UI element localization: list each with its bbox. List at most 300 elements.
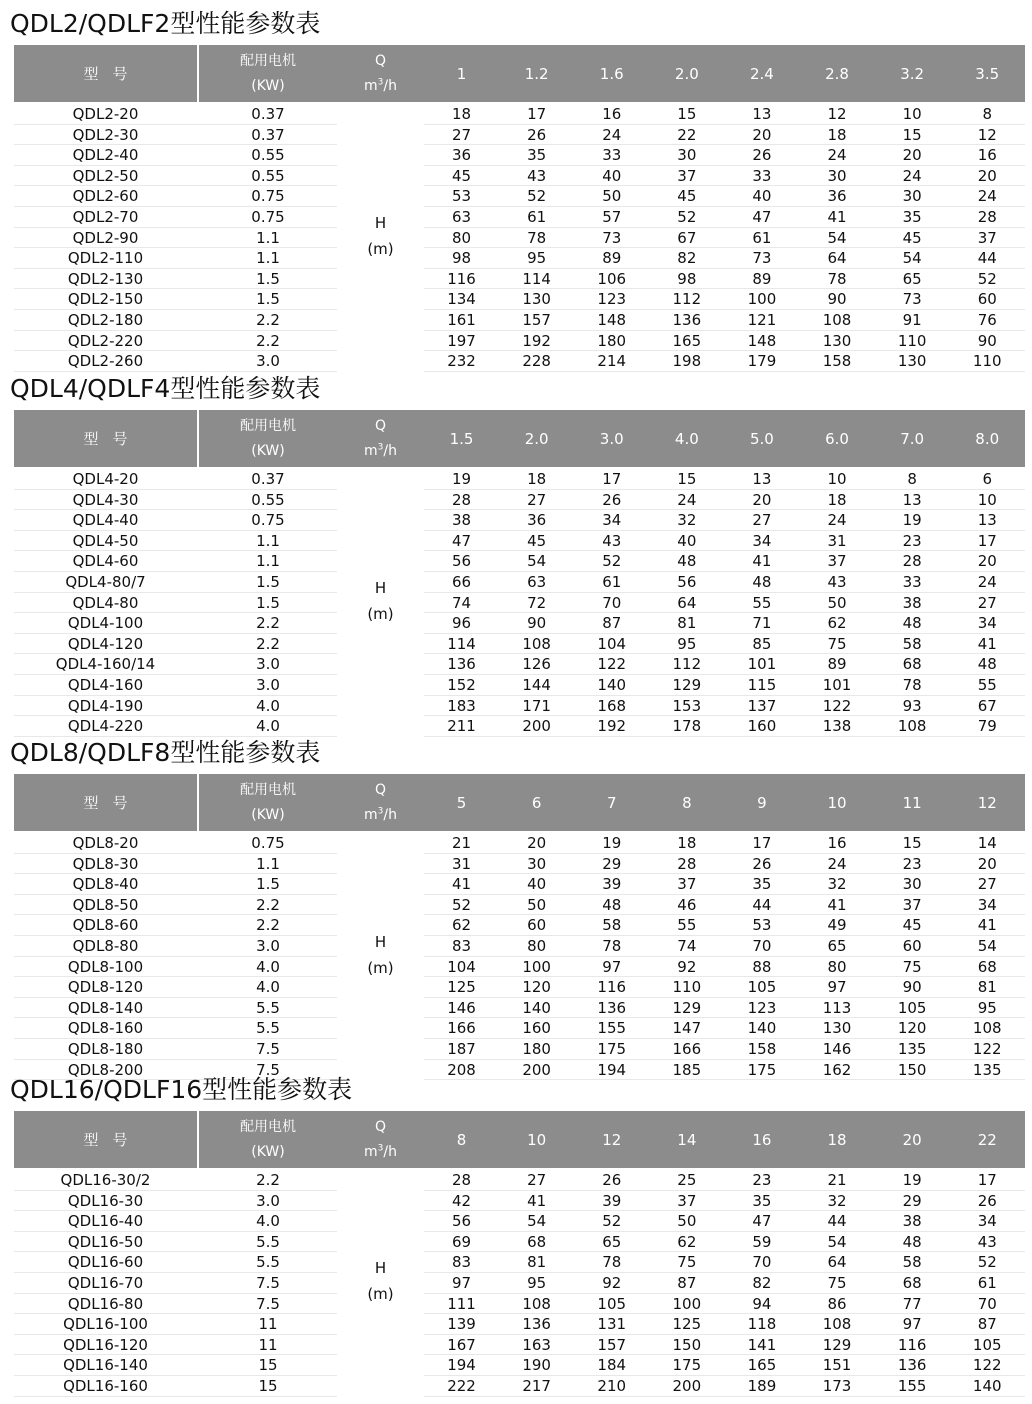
head-value-cell: 110 [897, 331, 927, 350]
head-value-cell: 72 [527, 593, 547, 612]
head-value-cell: 64 [677, 593, 697, 612]
flow-value-header: 1.2 [524, 64, 549, 83]
head-value-cell: 54 [527, 1212, 547, 1231]
head-value-cell: 70 [752, 1253, 772, 1272]
head-value-cell: 100 [747, 290, 777, 309]
head-value-cell: 8 [982, 105, 992, 123]
table-row [14, 1335, 1025, 1356]
head-value-cell: 32 [827, 1191, 847, 1210]
table-row [14, 1018, 1025, 1039]
head-value-cell: 87 [602, 614, 622, 633]
head-value-cell: 187 [447, 1040, 476, 1058]
table-row [14, 510, 1025, 531]
head-value-cell: 129 [672, 676, 702, 694]
head-value-cell: 118 [747, 1315, 777, 1334]
motor-power-cell: 7.5 [256, 1040, 280, 1058]
head-value-cell: 38 [902, 1212, 922, 1231]
motor-power-cell: 0.55 [251, 490, 285, 509]
head-value-cell: 48 [977, 655, 997, 674]
head-value-cell: 12 [827, 105, 847, 123]
motor-power-column-header [199, 410, 337, 467]
head-value-cell: 80 [827, 957, 847, 976]
head-value-cell: 62 [827, 614, 847, 633]
head-value-cell: 54 [827, 1232, 847, 1251]
flow-header-unit [364, 439, 397, 464]
table-body [14, 104, 1025, 372]
head-value-cell: 23 [752, 1171, 772, 1189]
model-cell: QDL8-100 [67, 957, 144, 976]
table-row [14, 1355, 1025, 1376]
flow-value-header: 8 [456, 1130, 467, 1149]
head-value-cell: 135 [972, 1060, 1002, 1079]
head-value-cell: 58 [902, 1253, 922, 1272]
head-value-cell: 122 [972, 1040, 1002, 1058]
head-value-cell: 157 [522, 311, 551, 329]
head-value-cell: 45 [527, 531, 547, 550]
performance-table [14, 410, 1025, 737]
head-value-cell: 75 [677, 1253, 697, 1272]
head-value-cell: 112 [672, 290, 702, 309]
head-value-cell: 73 [752, 249, 772, 268]
head-value-cell: 92 [602, 1274, 622, 1292]
table-row [14, 895, 1025, 916]
performance-table [14, 1111, 1025, 1397]
head-value-cell: 20 [977, 552, 997, 571]
head-value-cell: 125 [672, 1315, 702, 1334]
head-value-cell: 192 [597, 717, 627, 736]
head-value-cell: 34 [977, 1212, 997, 1231]
motor-power-cell: 3.0 [256, 352, 280, 371]
head-value-cell: 180 [522, 1040, 551, 1058]
motor-power-cell: 2.2 [256, 634, 280, 653]
head-value-cell: 175 [672, 1356, 702, 1375]
table-row [14, 289, 1025, 310]
table-row [14, 1273, 1025, 1294]
motor-power-cell: 3.0 [256, 1191, 280, 1210]
head-value-cell: 136 [672, 311, 702, 329]
motor-power-cell: 2.2 [256, 331, 280, 350]
head-value-cell: 27 [752, 511, 772, 530]
table-row [14, 1211, 1025, 1232]
head-value-cell: 48 [902, 1232, 922, 1251]
head-value-cell: 197 [447, 331, 476, 350]
head-value-cell: 40 [602, 166, 622, 185]
head-value-cell: 20 [977, 854, 997, 873]
model-cell: QDL16-120 [63, 1335, 148, 1354]
head-value-cell: 178 [672, 717, 702, 736]
model-cell: QDL16-30 [67, 1191, 144, 1210]
flow-unit-base: m [364, 806, 378, 823]
table-row [14, 531, 1025, 552]
head-value-cell: 163 [522, 1335, 551, 1354]
head-value-cell: 150 [672, 1335, 702, 1354]
head-value-cell: 64 [827, 249, 847, 268]
flow-value-header: 3.0 [599, 429, 624, 448]
head-value-cell: 83 [452, 1253, 472, 1272]
head-value-cell: 105 [972, 1335, 1002, 1354]
motor-power-cell: 5.5 [256, 1232, 280, 1251]
head-value-cell: 63 [452, 208, 472, 226]
head-value-cell: 20 [752, 125, 772, 144]
head-value-cell: 41 [752, 552, 772, 571]
head-value-cell: 40 [527, 875, 547, 894]
head-value-cell: 60 [527, 916, 547, 935]
head-value-cell: 49 [827, 916, 847, 935]
head-value-cell: 96 [452, 614, 472, 633]
head-value-cell: 26 [602, 1171, 622, 1189]
head-value-cell: 29 [902, 1191, 922, 1210]
head-value-cell: 27 [527, 490, 547, 509]
table-row [14, 854, 1025, 875]
table-body [14, 833, 1025, 1080]
head-value-cell: 33 [752, 166, 772, 185]
head-value-cell: 43 [527, 166, 547, 185]
head-value-cell: 37 [827, 552, 847, 571]
head-value-cell: 52 [527, 187, 547, 206]
head-value-cell: 95 [977, 998, 997, 1017]
model-cell: QDL8-40 [72, 875, 139, 894]
head-value-cell: 32 [677, 511, 697, 530]
head-value-cell: 116 [597, 978, 627, 997]
head-value-cell: 179 [747, 352, 777, 371]
table-body [14, 1170, 1025, 1397]
flow-unit-base: m [364, 77, 378, 94]
model-cell: QDL16-40 [67, 1212, 144, 1231]
head-value-cell: 92 [677, 957, 697, 976]
motor-power-cell: 1.5 [256, 269, 280, 288]
head-value-cell: 68 [902, 1274, 922, 1292]
flow-value-header: 2.0 [524, 429, 549, 448]
head-value-cell: 171 [522, 696, 551, 715]
head-value-cell: 108 [822, 1315, 852, 1334]
row-divider [14, 1396, 337, 1397]
head-value-cell: 167 [447, 1335, 476, 1354]
model-cell: QDL4-80 [72, 593, 139, 612]
table-row [14, 186, 1025, 207]
head-value-cell: 165 [672, 331, 702, 350]
flow-value-header: 6.0 [825, 429, 849, 448]
head-value-cell: 95 [677, 634, 697, 653]
model-cell: QDL8-20 [72, 834, 139, 852]
head-value-cell: 95 [527, 249, 547, 268]
head-value-cell: 190 [522, 1356, 551, 1375]
head-value-cell: 61 [527, 208, 547, 226]
head-value-cell: 70 [752, 937, 772, 955]
motor-power-cell: 4.0 [256, 1212, 280, 1231]
model-column-header: 型号 [83, 430, 142, 448]
flow-column-header [337, 774, 424, 831]
model-cell: QDL4-190 [67, 696, 144, 715]
table-row [14, 572, 1025, 593]
head-value-cell: 74 [452, 593, 472, 612]
head-value-cell: 17 [977, 531, 997, 550]
head-value-cell: 134 [447, 290, 476, 309]
motor-header-unit: (KW) [251, 806, 285, 823]
head-value-cell: 40 [752, 187, 772, 206]
head-value-cell: 194 [447, 1356, 476, 1375]
head-value-cell: 152 [447, 676, 476, 694]
motor-power-cell: 0.37 [251, 470, 285, 488]
table-row [14, 1170, 1025, 1191]
head-value-cell: 48 [602, 895, 622, 914]
head-value-cell: 18 [677, 834, 697, 852]
head-value-cell: 52 [602, 1212, 622, 1231]
head-value-cell: 130 [822, 1019, 852, 1038]
head-value-cell: 157 [597, 1335, 627, 1354]
head-value-cell: 87 [977, 1315, 997, 1334]
head-value-cell: 34 [977, 895, 997, 914]
head-value-cell: 55 [752, 593, 772, 612]
head-value-cell: 210 [597, 1377, 627, 1395]
head-value-cell: 17 [977, 1171, 997, 1189]
head-value-cell: 20 [977, 166, 997, 185]
model-cell: QDL4-120 [67, 634, 144, 653]
head-value-cell: 45 [902, 916, 922, 935]
head-value-cell: 95 [527, 1274, 547, 1292]
head-value-cell: 138 [822, 717, 852, 736]
head-value-cell: 183 [447, 696, 476, 715]
head-value-cell: 48 [677, 552, 697, 571]
model-cell: QDL2-110 [67, 249, 144, 268]
head-value-cell: 42 [452, 1191, 472, 1210]
head-value-cell: 55 [977, 676, 997, 694]
head-value-cell: 27 [977, 875, 997, 894]
model-cell: QDL8-30 [72, 854, 139, 873]
head-value-cell: 78 [827, 269, 847, 288]
motor-power-cell: 15 [258, 1377, 278, 1395]
head-value-cell: 140 [522, 998, 551, 1017]
model-column-header: 型号 [83, 65, 142, 83]
head-value-cell: 44 [977, 249, 997, 268]
head-value-cell: 166 [447, 1019, 476, 1038]
head-value-cell: 106 [597, 269, 627, 288]
head-value-cell: 74 [677, 937, 697, 955]
head-value-cell: 18 [527, 470, 547, 488]
head-value-cell: 148 [597, 311, 627, 329]
head-unit: (m) [367, 604, 394, 623]
head-value-cell: 73 [902, 290, 922, 309]
head-value-cell: 148 [747, 331, 777, 350]
motor-power-cell: 3.0 [256, 655, 280, 674]
model-cell: QDL2-20 [72, 105, 139, 123]
head-value-cell: 17 [602, 470, 622, 488]
head-value-cell: 44 [827, 1212, 847, 1231]
head-value-cell: 30 [902, 875, 922, 894]
motor-header-label: 配用电机 [240, 1118, 296, 1135]
head-value-cell: 10 [902, 105, 922, 123]
head-value-cell: 26 [752, 146, 772, 165]
head-value-cell: 56 [677, 573, 697, 591]
flow-value-header: 16 [752, 1130, 772, 1149]
motor-power-cell: 2.2 [256, 1171, 280, 1189]
model-cell: QDL2-60 [72, 187, 139, 206]
head-value-cell: 98 [677, 269, 697, 288]
head-value-cell: 83 [452, 937, 472, 955]
flow-value-header: 1 [456, 64, 467, 83]
head-value-cell: 64 [827, 1253, 847, 1272]
head-value-cell: 54 [902, 249, 922, 268]
head-value-cell: 24 [977, 187, 997, 206]
head-value-cell: 38 [452, 511, 472, 530]
head-value-cell: 111 [447, 1294, 476, 1313]
head-value-cell: 31 [827, 531, 847, 550]
head-value-cell: 78 [527, 228, 547, 247]
table-row [14, 1294, 1025, 1315]
flow-unit-base: m [364, 1143, 378, 1160]
head-value-cell: 130 [897, 352, 927, 371]
model-cell: QDL16-70 [67, 1274, 144, 1292]
head-value-cell: 200 [522, 717, 551, 736]
head-value-cell: 41 [452, 875, 472, 894]
head-value-cell: 8 [907, 470, 917, 488]
head-value-cell: 68 [527, 1232, 547, 1251]
model-cell: QDL2-90 [72, 228, 139, 247]
table-row [14, 207, 1025, 228]
table-row [14, 310, 1025, 331]
head-value-cell: 62 [677, 1232, 697, 1251]
motor-power-cell: 4.0 [256, 957, 280, 976]
head-value-cell: 41 [827, 208, 847, 226]
head-value-cell: 52 [677, 208, 697, 226]
head-value-cell: 45 [677, 187, 697, 206]
head-value-cell: 30 [902, 187, 922, 206]
head-value-cell: 6 [982, 470, 992, 488]
head-value-cell: 110 [672, 978, 702, 997]
flow-value-header: 7.0 [900, 429, 925, 448]
flow-column-header [337, 410, 424, 467]
motor-header-label: 配用电机 [240, 417, 296, 434]
flow-value-header: 11 [902, 793, 922, 812]
flow-unit-exponent: 3 [377, 805, 384, 816]
flow-value-header: 3.2 [900, 64, 925, 83]
model-cell: QDL4-100 [67, 614, 144, 633]
head-value-cell: 67 [977, 696, 997, 715]
model-cell: QDL2-130 [67, 269, 144, 288]
flow-header-label: Q [374, 52, 387, 69]
head-value-cell: 129 [672, 998, 702, 1017]
motor-power-cell: 0.37 [251, 105, 285, 123]
head-value-cell: 58 [602, 916, 622, 935]
table-title: QDL2/QDLF2型性能参数表 [10, 9, 321, 38]
model-cell: QDL8-160 [67, 1019, 144, 1038]
head-value-cell: 15 [902, 834, 922, 852]
head-value-cell: 75 [827, 634, 847, 653]
table-row [14, 833, 1025, 854]
table-row [14, 490, 1025, 511]
performance-table-section [0, 369, 1032, 740]
head-value-cell: 43 [827, 573, 847, 591]
motor-power-cell: 7.5 [256, 1060, 280, 1079]
head-value-cell: 56 [452, 1212, 472, 1231]
head-value-cell: 15 [677, 105, 697, 123]
flow-value-header: 3.5 [975, 64, 1000, 83]
flow-value-header: 20 [902, 1130, 922, 1149]
motor-header-label: 配用电机 [240, 52, 296, 69]
model-cell: QDL16-30/2 [60, 1171, 151, 1189]
motor-power-cell: 1.5 [256, 573, 280, 591]
flow-value-header: 2.4 [750, 64, 774, 83]
head-value-cell: 135 [897, 1040, 927, 1058]
head-value-cell: 140 [972, 1377, 1002, 1395]
head-value-cell: 45 [452, 166, 472, 185]
flow-value-header: 18 [827, 1130, 847, 1149]
head-value-cell: 153 [672, 696, 702, 715]
flow-value-header: 2.8 [825, 64, 849, 83]
head-value-cell: 13 [902, 490, 922, 509]
head-value-cell: 41 [977, 916, 997, 935]
model-column-header: 型号 [83, 794, 142, 812]
motor-power-cell: 5.5 [256, 1253, 280, 1272]
head-value-cell: 65 [827, 937, 847, 955]
table-row [14, 551, 1025, 572]
motor-power-cell: 1.1 [256, 249, 280, 268]
head-value-cell: 180 [597, 331, 627, 350]
table-title: QDL4/QDLF4型性能参数表 [10, 374, 321, 403]
head-value-cell: 18 [452, 105, 472, 123]
head-value-cell: 34 [602, 511, 622, 530]
head-label: H [374, 578, 387, 597]
head-value-cell: 232 [447, 352, 476, 371]
head-value-cell: 140 [597, 676, 627, 694]
head-value-cell: 32 [827, 875, 847, 894]
head-value-cell: 185 [672, 1060, 702, 1079]
head-value-cell: 139 [447, 1315, 476, 1334]
table-row [14, 654, 1025, 675]
head-value-cell: 53 [752, 916, 772, 935]
head-value-cell: 28 [452, 490, 472, 509]
motor-header-unit: (KW) [251, 77, 285, 94]
head-value-cell: 17 [527, 105, 547, 123]
head-value-cell: 57 [602, 208, 622, 226]
head-value-cell: 71 [752, 614, 772, 633]
head-value-cell: 130 [522, 290, 551, 309]
model-cell: QDL2-220 [67, 331, 144, 350]
head-value-cell: 90 [827, 290, 847, 309]
head-value-cell: 52 [602, 552, 622, 571]
head-value-cell: 52 [452, 895, 472, 914]
head-value-cell: 24 [977, 573, 997, 591]
motor-power-cell: 15 [258, 1356, 278, 1375]
model-cell: QDL8-200 [67, 1060, 144, 1079]
table-row [14, 1232, 1025, 1253]
head-value-cell: 89 [827, 655, 847, 674]
head-value-cell: 41 [827, 895, 847, 914]
model-cell: QDL4-30 [72, 490, 139, 509]
model-cell: QDL2-30 [72, 125, 139, 144]
head-value-cell: 141 [747, 1335, 777, 1354]
head-value-cell: 131 [597, 1315, 627, 1334]
head-value-cell: 108 [522, 634, 551, 653]
table-row [14, 166, 1025, 187]
motor-power-cell: 0.75 [251, 208, 285, 226]
head-axis-label [337, 575, 424, 627]
head-value-cell: 53 [452, 187, 472, 206]
head-value-cell: 104 [447, 957, 476, 976]
head-unit: (m) [367, 1285, 394, 1304]
head-value-cell: 101 [747, 655, 777, 674]
head-value-cell: 120 [522, 978, 551, 997]
motor-header-unit: (KW) [251, 442, 285, 459]
head-value-cell: 27 [452, 125, 472, 144]
head-value-cell: 123 [597, 290, 627, 309]
head-value-cell: 24 [827, 854, 847, 873]
motor-power-cell: 4.0 [256, 696, 280, 715]
flow-value-header: 8 [682, 793, 692, 812]
head-value-cell: 108 [972, 1019, 1002, 1038]
head-value-cell: 15 [677, 470, 697, 488]
head-value-cell: 19 [452, 470, 472, 488]
model-cell: QDL4-160 [67, 676, 144, 694]
